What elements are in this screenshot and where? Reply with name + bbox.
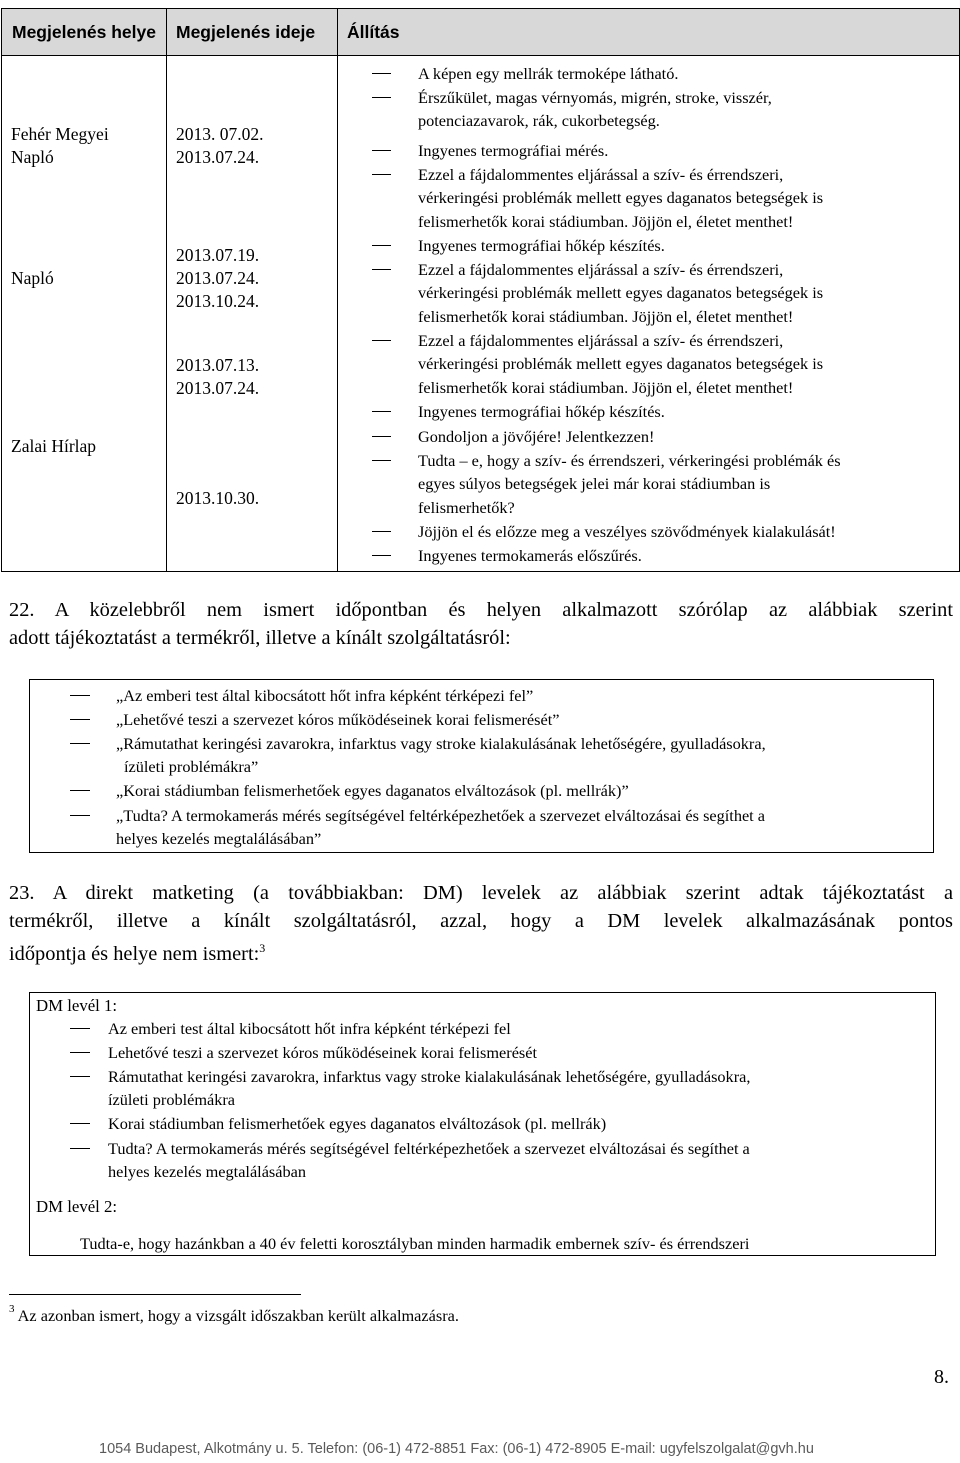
dash-bullet [372, 411, 391, 412]
quote-item [70, 779, 629, 802]
date-cell [176, 487, 259, 510]
place-cell [11, 267, 54, 290]
paragraph-line: termékről, illetve a kínált szolgáltatásról, azzal, hogy a DM levelek alkalmazásának pontos [9, 909, 953, 932]
date-text: 2013.07.13. [176, 355, 260, 375]
dash-bullet [70, 1148, 90, 1149]
dm-item [70, 1017, 511, 1040]
quote-text: „Rámutathat keringési zavarokra, infarktus vagy stroke kialakulásának lehetőségére, gyulladásokra, [116, 734, 766, 753]
dm-item [70, 1065, 750, 1112]
dash-bullet [70, 790, 90, 791]
dm-item [70, 1112, 606, 1135]
dm-item [70, 1137, 750, 1184]
dm-text: helyes kezelés megtalálásában [108, 1162, 306, 1182]
dm-letter-2-label: DM levél 2: [36, 1197, 118, 1216]
claim-item [372, 400, 952, 423]
quote-text: helyes kezelés megtalálásában” [116, 829, 322, 849]
column-header-place: Megjelenés helye [12, 22, 156, 42]
claim-text: Jöjjön el és előzze meg a veszélyes szövődmények kialakulását! [418, 522, 836, 541]
dm-text: Az emberi test által kibocsátott hőt infra képként térképezi fel [108, 1019, 511, 1038]
quote-text: „Tudta? A termokamerás mérés segítségével feltérképezhetőek a szervezet elváltozásai és segíthet a [116, 806, 766, 825]
claim-item [372, 449, 952, 519]
place-cell [11, 435, 96, 458]
paragraph-line: 23. A direkt matketing (a továbbiakban: DM) levelek az alábbiak szerint adtak tájékoztatást a [9, 882, 953, 904]
date-cell [176, 123, 264, 169]
claim-text: Ezzel a fájdalommentes eljárással a szív- és érrendszeri, [418, 165, 784, 184]
dash-bullet [372, 555, 391, 556]
dash-bullet [372, 340, 391, 341]
date-text: 2013.07.24. [176, 268, 260, 288]
claim-text: A képen egy mellrák termoképe látható. [418, 64, 679, 83]
date-text: 2013. 07.02. [176, 124, 264, 144]
dash-bullet [372, 460, 391, 461]
paragraph-line [9, 935, 953, 968]
place-text: Zalai Hírlap [11, 436, 97, 456]
table-header-row [2, 9, 959, 56]
quote-text: „Korai stádiumban felismerhetőek egyes daganatos elváltozások (pl. mellrák)” [116, 781, 629, 800]
quote-text: ízületi problémákra” [124, 757, 259, 777]
place-cell [11, 123, 109, 169]
dash-bullet [70, 1123, 90, 1124]
quote-item [70, 684, 533, 707]
column-header-claim: Állítás [347, 22, 400, 42]
dash-bullet [70, 1076, 90, 1077]
claim-text: felismerhetők? [418, 497, 515, 517]
claim-item [372, 234, 952, 257]
date-cell [176, 244, 259, 313]
dash-bullet [372, 436, 391, 437]
claim-text: Ingyenes termográfiai hőkép készítés. [418, 402, 665, 421]
claim-text: felismerhetők korai stádiumban. Jöjjön el, életet menthet! [418, 377, 794, 397]
dm-text: Rámutathat keringési zavarokra, infarktus vagy stroke kialakulásának lehetőségére, gyulladásokra, [108, 1067, 751, 1086]
dm-letters-box [29, 992, 936, 1256]
claims-table [1, 8, 960, 572]
claim-item [372, 62, 952, 85]
dash-bullet [372, 531, 391, 532]
column-header-date: Megjelenés ideje [176, 22, 316, 42]
claim-text: vérkeringési problémák mellett egyes daganatos betegségek is [418, 283, 824, 303]
claim-text: Ezzel a fájdalommentes eljárással a szív- és érrendszeri, [418, 331, 784, 350]
leaflet-quote-box [29, 679, 934, 853]
date-text: 2013.07.19. [176, 245, 260, 265]
dash-bullet [372, 73, 391, 74]
claim-text: felismerhetők korai stádiumban. Jöjjön el, életet menthet! [418, 211, 794, 231]
claim-text: Tudta – e, hogy a szív- és érrendszeri, vérkeringési problémák és [418, 451, 841, 470]
claim-text: felismerhetők korai stádiumban. Jöjjön el, életet menthet! [418, 306, 794, 326]
footnote-text: Az azonban ismert, hogy a vizsgált időszakban került alkalmazásra. [17, 1306, 459, 1325]
dash-bullet [70, 1052, 90, 1053]
footnote [9, 1303, 459, 1326]
claim-text: Ingyenes termokamerás előszűrés. [418, 546, 642, 565]
dm-text: Korai stádiumban felismerhetőek egyes daganatos elváltozások (pl. mellrák) [108, 1114, 607, 1133]
claim-text: egyes súlyos betegségek jelei már korai stádiumban is [418, 474, 771, 494]
dash-bullet [372, 174, 391, 175]
claim-item [372, 425, 952, 448]
claim-text: Érszűkület, magas vérnyomás, migrén, stroke, visszér, [418, 88, 772, 107]
paragraph-line: 22. A közelebbről nem ismert időpontban és helyen alkalmazott szórólap az alábbiak szerint [9, 599, 953, 621]
page-number: 8. [934, 1366, 949, 1388]
dash-bullet [70, 695, 90, 696]
claim-text: potenciazavarok, rák, cukorbetegség. [418, 111, 660, 131]
footnote-number: 3 [9, 1303, 15, 1315]
claim-item [372, 86, 952, 133]
claim-text: Ezzel a fájdalommentes eljárással a szív- és érrendszeri, [418, 260, 784, 279]
date-text: 2013.07.24. [176, 147, 260, 167]
claim-item [372, 139, 952, 162]
date-cell [176, 354, 259, 400]
claim-text: vérkeringési problémák mellett egyes daganatos betegségek is [418, 354, 824, 374]
column-divider [337, 9, 338, 571]
quote-text: „Lehetővé teszi a szervezet kóros működéseinek korai felismerését” [116, 710, 560, 729]
footnote-reference: 3 [259, 941, 266, 956]
dash-bullet [372, 245, 391, 246]
quote-item [70, 708, 559, 731]
claim-item [372, 544, 952, 567]
place-text: Napló [11, 268, 54, 288]
dm-text: Tudta? A termokamerás mérés segítségével feltérképezhetőek a szervezet elváltozásai és segíthet a [108, 1139, 750, 1158]
date-text: 2013.07.24. [176, 378, 260, 398]
claim-item [372, 163, 952, 233]
column-divider [166, 9, 167, 571]
dash-bullet [70, 1028, 90, 1029]
claim-text: Gondoljon a jövőjére! Jelentkezzen! [418, 427, 655, 446]
place-text: Napló [11, 147, 54, 167]
dash-bullet [372, 150, 391, 151]
dash-bullet [70, 815, 90, 816]
dm-text: Lehetővé teszi a szervezet kóros működéseinek korai felismerését [108, 1043, 538, 1062]
paragraph-text: időpontja és helye nem ismert: [9, 942, 260, 965]
claim-item [372, 520, 952, 543]
dm-letter-2-text: Tudta-e, hogy hazánkban a 40 év feletti korosztályban minden harmadik embernek szív- és érrendszeri [80, 1234, 750, 1253]
section-23-paragraph [9, 880, 953, 969]
dash-bullet [70, 743, 90, 744]
dm-item [70, 1041, 537, 1064]
footnote-separator [9, 1294, 301, 1295]
place-text: Fehér Megyei [11, 124, 109, 144]
page-footer-contact: 1054 Budapest, Alkotmány u. 5. Telefon: (06-1) 472-8851 Fax: (06-1) 472-8905 E-mail: ugyfelszolgalat@gvh.hu [99, 1441, 814, 1457]
section-22-paragraph [9, 597, 953, 652]
quote-text: „Az emberi test által kibocsátott hőt infra képként térképezi fel” [116, 686, 534, 705]
dash-bullet [372, 269, 391, 270]
dm-text: ízületi problémákra [108, 1090, 236, 1110]
dash-bullet [70, 719, 90, 720]
claim-text: vérkeringési problémák mellett egyes daganatos betegségek is [418, 188, 824, 208]
dm-letter-1-label: DM levél 1: [36, 996, 118, 1015]
claim-text: Ingyenes termográfiai hőkép készítés. [418, 236, 665, 255]
date-text: 2013.10.30. [176, 488, 260, 508]
claim-item [372, 329, 952, 399]
quote-item [70, 732, 766, 779]
claim-text: Ingyenes termográfiai mérés. [418, 141, 609, 160]
dash-bullet [372, 97, 391, 98]
paragraph-line: adott tájékoztatást a termékről, illetve a kínált szolgáltatásról: [9, 626, 511, 649]
quote-item [70, 804, 765, 851]
date-text: 2013.10.24. [176, 291, 260, 311]
claim-item [372, 258, 952, 328]
